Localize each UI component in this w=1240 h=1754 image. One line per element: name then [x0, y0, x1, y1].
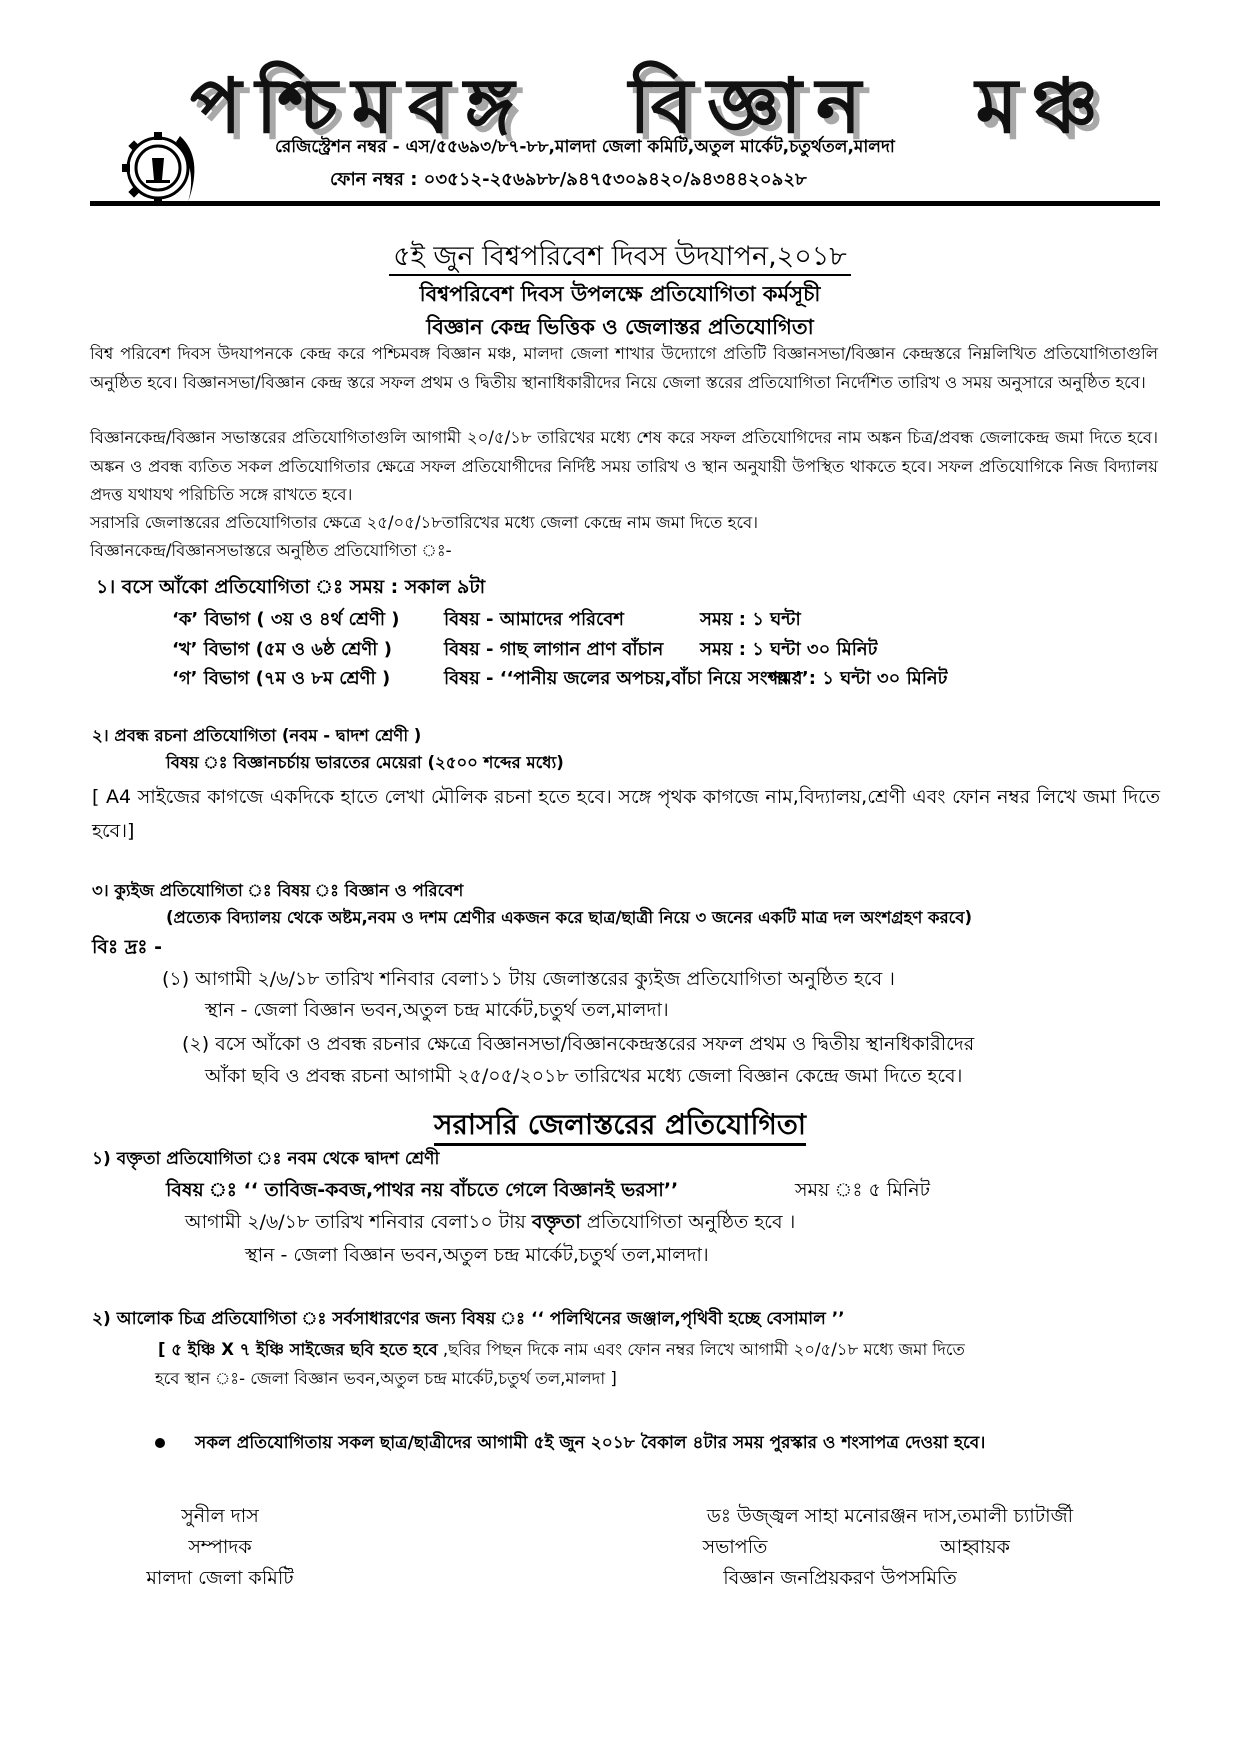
section-3-heading: ৩। ক্যুইজ প্রতিযোগিতা ঃ বিষয় ঃ বিজ্ঞান ও পরিবেশ — [92, 881, 464, 900]
note-2-line-2: আঁকা ছবি ও প্রবন্ধ রচনা আগামী ২৫/০৫/২০১৮ তারিখের মধ্যে জেলা বিজ্ঞান কেন্দ্রে জমা দিতে হবে। — [205, 1065, 963, 1087]
group-label: ‘খ’ বিভাগ (৫ম ও ৬ষ্ঠ শ্রেণী ) — [172, 639, 392, 660]
speech-schedule: আগামী ২/৬/১৮ তারিখ শনিবার বেলা১০ টায় বক্তৃতা প্রতিযোগিতা অনুষ্ঠিত হবে । — [185, 1211, 796, 1233]
masthead-word: বিজ্ঞান — [629, 61, 876, 150]
direct-competitions-heading: সরাসরি জেলাস্তরের প্রতিযোগিতা — [0, 1103, 1240, 1150]
note-1-venue: স্থান - জেলা বিজ্ঞান ভবন,অতুল চন্দ্র মার্কেট,চতুর্থ তল,মালদা। — [205, 999, 669, 1021]
signatory-left-org: মালদা জেলা কমিটি — [146, 1567, 294, 1589]
intro-line-4: বিজ্ঞানকেন্দ্র/বিজ্ঞানসভাস্তরে অনুষ্ঠিত প্রতিযোগিতা ঃ- — [90, 541, 452, 560]
group-topic: বিষয় - গাছ লাগান প্রাণ বাঁচান — [444, 639, 664, 660]
photo-competition-venue: হবে স্থান ঃ- জেলা বিজ্ঞান ভবন,অতুল চন্দ্র মার্কেট,চতুর্থ তল,মালদা ] — [155, 1369, 617, 1388]
group-topic: বিষয় - ‘‘পানীয় জলের অপচয়,বাঁচা নিয়ে সংশয় ’’ — [444, 668, 809, 689]
bullet-icon — [155, 1438, 165, 1448]
group-time: সময় : ১ ঘন্টা — [700, 609, 801, 630]
section-1-heading: ১। বসে আঁকো প্রতিযোগিতা ঃ সময় : সকাল ৯টা — [96, 576, 486, 598]
note-1: (১) আগামী ২/৬/১৮ তারিখ শনিবার বেলা১১ টায় জেলাস্তরের ক্যুইজ প্রতিযোগিতা অনুষ্ঠিত হবে । — [162, 968, 895, 990]
masthead-word: মঞ্চ — [975, 61, 1113, 150]
intro-paragraph-1: বিশ্ব পরিবেশ দিবস উদযাপনকে কেন্দ্র করে পশ্চিমবঙ্গ বিজ্ঞান মঞ্চ, মালদা জেলা শাখার উদ্যোগে প্রতিটি বিজ্ঞানসভা/বিজ্ঞান কেন্দ্রস্তরে নিম্নলিখিত প্রতিযোগিতাগুলি অনুষ্ঠিত হবে। বিজ্ঞানসভা/বিজ্ঞান কেন্দ্র স্তরে সফল প্রথম ও দ্বিতীয় স্থানাধিকারীদের নিয়ে জেলা স্তরের প্রতিযোগিতা নির্দেশিত তারিখ ও সময় অনুসারে অনুষ্ঠিত হবে। — [90, 344, 1158, 392]
group-label: ‘গ’ বিভাগ (৭ম ও ৮ম শ্রেণী ) — [172, 668, 391, 689]
photo-competition-heading: ২) আলোক চিত্র প্রতিযোগিতা ঃ সর্বসাধারণের জন্য বিষয় ঃ ‘‘ পলিথিনের জঞ্জাল,পৃথিবী হচ্ছে বেসামাল ’’ — [92, 1309, 845, 1329]
signatory-right-names: ডঃ উজ্জ্বল সাহা মনোরঞ্জন দাস,তমালী চ্যাটার্জী — [706, 1505, 1074, 1527]
section-2-heading: ২। প্রবন্ধ রচনা প্রতিযোগিতা (নবম - দ্বাদশ শ্রেণী ) — [92, 726, 422, 745]
note-2-line-1: (২) বসে আঁকো ও প্রবন্ধ রচনার ক্ষেত্রে বিজ্ঞানসভা/বিজ্ঞানকেন্দ্রস্তরের সফল প্রথম ও দ্বিতীয় স্থানধিকারীদের — [182, 1033, 975, 1055]
group-label: ‘ক’ বিভাগ ( ৩য় ও ৪র্থ শ্রেণী ) — [172, 609, 400, 630]
gear-emblem-logo-icon — [118, 118, 206, 212]
speech-venue: স্থান - জেলা বিজ্ঞান ভবন,অতুল চন্দ্র মার্কেট,চতুর্থ তল,মালদা। — [245, 1244, 709, 1266]
signatory-right-role-president: সভাপতি — [702, 1536, 768, 1558]
speech-time: সময় ঃ ৫ মিনিট — [795, 1179, 930, 1201]
phone-info: ফোন নম্বর : ০৩৫১২-২৫৬৯৮৮/৯৪৭৫৩০৯৪২০/৯৪৩৪৪২০৯২৮ — [330, 169, 807, 190]
section-2-note: [ A4 সাইজের কাগজে একদিকে হাতে লেখা মৌলিক রচনা হতে হবে। সঙ্গে পৃথক কাগজে নাম,বিদ্যালয়,শ্রেণী এবং ফোন নম্বর লিখে জমা দিতে হবে।] — [92, 786, 1160, 842]
section-3-detail: (প্রত্যেক বিদ্যালয় থেকে অষ্টম,নবম ও দশম শ্রেণীর একজন করে ছাত্র/ছাত্রী নিয়ে ৩ জনের একটি মাত্র দল অংশগ্রহণ করবে) — [166, 908, 973, 927]
masthead-word: পশ্চিমবঙ্গ — [190, 61, 529, 150]
prize-announcement: সকল প্রতিযোগিতায় সকল ছাত্র/ছাত্রীদের আগামী ৫ই জুন ২০১৮ বৈকাল ৪টার সময় পুরস্কার ও শংসাপত্র দেওয়া হবে। — [155, 1430, 985, 1458]
signatory-left-role: সম্পাদক — [188, 1536, 252, 1558]
signatory-right-org: বিজ্ঞান জনপ্রিয়করণ উপসমিতি — [723, 1567, 957, 1589]
document-subtitle: বিশ্বপরিবেশ দিবস উপলক্ষে প্রতিযোগিতা কর্মসূচী — [419, 282, 821, 306]
signatory-left-name: সুনীল দাস — [181, 1505, 259, 1527]
registration-info: রেজিস্ট্রেশন নম্বর - এস/৫৫৬৯৩/৮৭-৮৮,মালদা জেলা কমিটি,অতুল মার্কেট,চতুর্থতল,মালদা — [275, 137, 895, 157]
intro-paragraph-2: বিজ্ঞানকেন্দ্র/বিজ্ঞান সভাস্তরের প্রতিযোগিতাগুলি আগামী ২০/৫/১৮ তারিখের মধ্যে শেষ করে সফল প্রতিযোগিদের নাম অঙ্কন চিত্র/প্রবন্ধ জেলাকেন্দ্র জমা দিতে হবে।অঙ্কন ও প্রবন্ধ ব্যতিত সকল প্রতিযোগিতার ক্ষেত্রে সফল প্রতিযোগীদের নির্দিষ্ট সময় তারিখ ও স্থান অনুযায়ী উপস্থিত থাকতে হবে। সফল প্রতিযোগিকে নিজ বিদ্যালয় প্রদত্ত যথাযথ পরিচিতি সঙ্গে রাখতে হবে। — [90, 428, 1158, 504]
notes-label: বিঃ দ্রঃ - — [92, 936, 163, 958]
section-2-topic: বিষয় ঃ বিজ্ঞানচর্চায় ভারতের মেয়েরা (২৫০০ শব্দের মধ্যে) — [166, 753, 564, 772]
intro-line-3: সরাসরি জেলাস্তরের প্রতিযোগিতার ক্ষেত্রে ২৫/০৫/১৮তারিখের মধ্যে জেলা কেন্দ্রে নাম জমা দিতে হবে। — [90, 513, 759, 532]
photo-competition-rules: [ ৫ ইঞ্চি X ৭ ইঞ্চি সাইজের ছবি হতে হবে ,ছবির পিছন দিকে নাম এবং ফোন নম্বর লিখে আগামী ২০/৫/১৮ মধ্যে জমা দিতে — [158, 1340, 965, 1359]
speech-topic: বিষয় ঃ ‘‘ তাবিজ-কবজ,পাথর নয় বাঁচতে গেলে বিজ্ঞানই ভরসা’’ — [166, 1179, 679, 1201]
document-title: ৫ই জুন বিশ্বপরিবেশ দিবস উদযাপন,২০১৮ — [0, 236, 1240, 281]
group-time: সময় : ১ ঘন্টা ৩০ মিনিট — [770, 668, 948, 689]
group-time: সময় : ১ ঘন্টা ৩০ মিনিট — [700, 639, 878, 660]
document-subtitle-2: বিজ্ঞান কেন্দ্র ভিত্তিক ও জেলাস্তর প্রতিযোগিতা — [426, 315, 814, 339]
signatory-right-role-convener: আহ্বায়ক — [940, 1536, 1010, 1558]
speech-competition-heading: ১) বক্তৃতা প্রতিযোগিতা ঃ নবম থেকে দ্বাদশ শ্রেণী — [92, 1149, 440, 1169]
group-topic: বিষয় - আমাদের পরিবেশ — [444, 609, 624, 630]
header-divider — [90, 201, 1160, 206]
